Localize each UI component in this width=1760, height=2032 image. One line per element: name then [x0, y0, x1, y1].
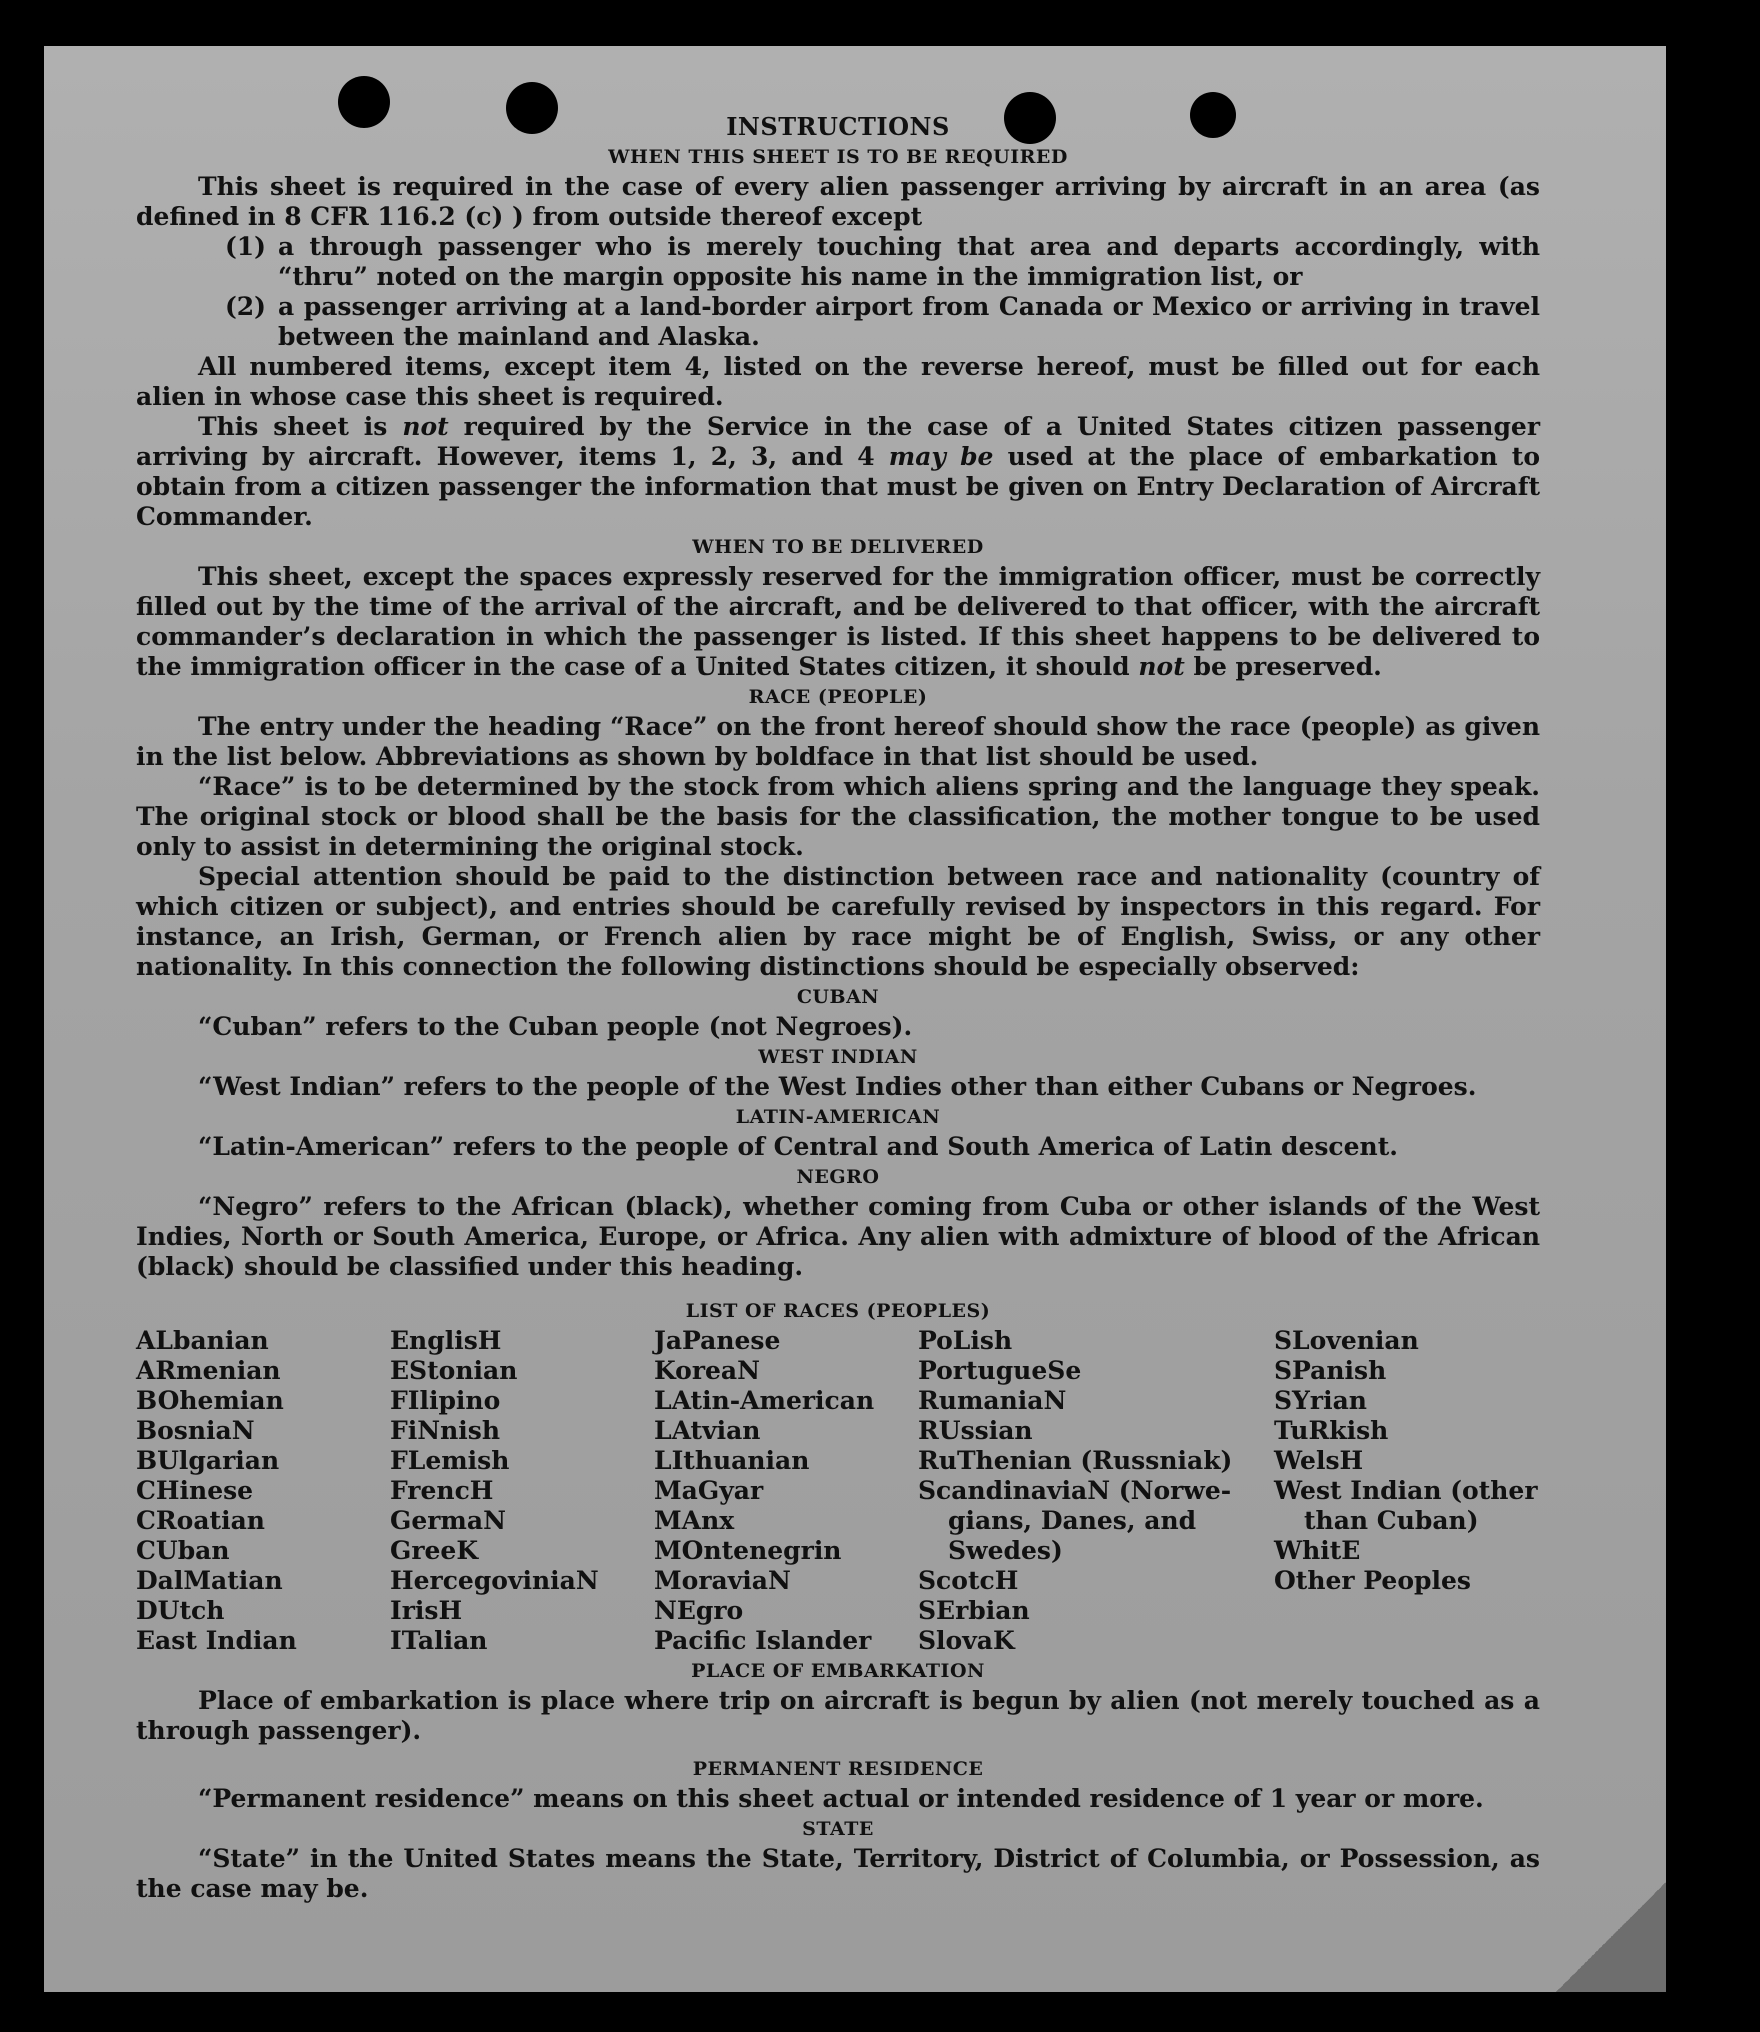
- race-entry: SErbian: [918, 1596, 1030, 1625]
- race-entry: gians, Danes, and: [948, 1506, 1197, 1535]
- race-entry: BosniaN: [136, 1416, 255, 1445]
- race-entry: LAtin-American: [654, 1386, 875, 1415]
- list-item: [136, 292, 1540, 352]
- race-entry: CHinese: [136, 1476, 254, 1505]
- race-entry: WhitE: [1274, 1536, 1361, 1565]
- race-entry: FLemish: [390, 1446, 510, 1475]
- race-entry: SYrian: [1274, 1386, 1367, 1415]
- race-entry: EnglisH: [390, 1326, 502, 1355]
- paragraph: “West Indian” refers to the people of the West Indies other than either Cubans or Negroes.: [198, 1072, 1477, 1101]
- race-entry: FiNnish: [390, 1416, 501, 1445]
- races-column: [918, 1326, 1274, 1656]
- race-entry: EStonian: [390, 1356, 518, 1385]
- race-entry: KoreaN: [654, 1356, 760, 1385]
- race-entry: MoraviaN: [654, 1566, 791, 1595]
- race-entry: Swedes): [948, 1536, 1063, 1565]
- races-column: [1274, 1326, 1540, 1656]
- paragraph: The entry under the heading “Race” on the front hereof should show the race (people) as given in the list below. Abbreviations as shown by boldface in that list should be used.: [136, 712, 1540, 771]
- paragraph: Special attention should be paid to the distinction between race and nationality (country of which citizen or subject), and entries should be carefully revised by inspectors in this regard. For instance, an Irish, German, or French alien by race might be of English, Swiss, or any other nationality. In this connection the following distinctions should be especially observed:: [136, 862, 1540, 981]
- race-entry: CRoatian: [136, 1506, 265, 1535]
- race-entry: LAtvian: [654, 1416, 761, 1445]
- paragraph: “Permanent residence” means on this sheet actual or intended residence of 1 year or more.: [198, 1784, 1484, 1813]
- item-text: a passenger arriving at a land-border airport from Canada or Mexico or arriving in travel between the mainland and Alaska.: [278, 292, 1540, 351]
- race-entry: GreeK: [390, 1536, 479, 1565]
- page-title: INSTRUCTIONS: [726, 112, 950, 141]
- race-entry: PortugueSe: [918, 1356, 1082, 1385]
- race-entry: GermaN: [390, 1506, 506, 1535]
- paragraph: “Race” is to be determined by the stock from which aliens spring and the language they speak. The original stock or blood shall be the basis for the classification, the mother tongue to be used only to assist in determining the original stock.: [136, 772, 1540, 861]
- section-heading: WEST INDIAN: [758, 1046, 918, 1068]
- race-entry: MAnx: [654, 1506, 735, 1535]
- race-entry: ScotcH: [918, 1566, 1019, 1595]
- paragraph: Place of embarkation is place where trip on aircraft is begun by alien (not merely touched as a through passenger).: [136, 1686, 1540, 1745]
- section-heading: WHEN THIS SHEET IS TO BE REQUIRED: [608, 146, 1068, 168]
- race-entry: East Indian: [136, 1626, 297, 1655]
- race-entry: ARmenian: [136, 1356, 281, 1385]
- race-entry: WelsH: [1274, 1446, 1364, 1475]
- item-text: a through passenger who is merely touching that area and departs accordingly, with “thru” noted on the margin opposite his name in the immigration list, or: [278, 232, 1540, 291]
- paragraph: This sheet, except the spaces expressly reserved for the immigration officer, must be correctly filled out by the time of the arrival of the aircraft, and be delivered to that officer, with the aircraft commander’s declaration in which the passenger is listed. If this sheet happens to be delivered to the immigration officer in the case of a United States citizen, it should not be preserved.: [136, 562, 1540, 681]
- race-entry: RumaniaN: [918, 1386, 1067, 1415]
- document-page: [44, 46, 1666, 1992]
- item-number: (1): [224, 232, 266, 261]
- race-entry: Other Peoples: [1274, 1566, 1471, 1595]
- race-entry: SlovaK: [918, 1626, 1015, 1655]
- item-number: (2): [224, 292, 266, 321]
- section-heading: NEGRO: [796, 1166, 880, 1188]
- race-entry: West Indian (other: [1274, 1476, 1538, 1505]
- races-column: [654, 1326, 918, 1656]
- section-heading: PERMANENT RESIDENCE: [692, 1758, 984, 1780]
- race-entry: TuRkish: [1274, 1416, 1389, 1445]
- race-entry: BOhemian: [136, 1386, 284, 1415]
- races-list: [136, 1326, 1540, 1656]
- section-heading: PLACE OF EMBARKATION: [691, 1660, 985, 1682]
- race-entry: ALbanian: [136, 1326, 269, 1355]
- race-entry: ScandinaviaN (Norwe-: [918, 1476, 1232, 1505]
- race-entry: MOntenegrin: [654, 1536, 842, 1565]
- race-entry: RUssian: [918, 1416, 1033, 1445]
- races-column: [390, 1326, 654, 1656]
- page-corner-fold: [1556, 1882, 1666, 1992]
- race-entry: HercegoviniaN: [390, 1566, 599, 1595]
- race-entry: SPanish: [1274, 1356, 1387, 1385]
- race-entry: PoLish: [918, 1326, 1013, 1355]
- section-heading: WHEN TO BE DELIVERED: [692, 536, 984, 558]
- race-entry: DalMatian: [136, 1566, 283, 1595]
- race-entry: CUban: [136, 1536, 230, 1565]
- instructions-body: [136, 112, 1540, 1904]
- section-heading: RACE (PEOPLE): [748, 686, 928, 708]
- races-column: [136, 1326, 390, 1656]
- paragraph: This sheet is required in the case of every alien passenger arriving by aircraft in an area (as defined in 8 CFR 116.2 (c) ) from outside thereof except: [136, 172, 1540, 231]
- race-entry: BUlgarian: [136, 1446, 280, 1475]
- race-entry: LIthuanian: [654, 1446, 810, 1475]
- paragraph: This sheet is not required by the Service in the case of a United States citizen passenger arriving by aircraft. However, items 1, 2, 3, and 4 may be used at the place of embarkation to obtain from a citizen passenger the information that must be given on Entry Declaration of Aircraft Commander.: [136, 412, 1540, 531]
- paragraph: “Negro” refers to the African (black), whether coming from Cuba or other islands of the West Indies, North or South America, Europe, or Africa. Any alien with admixture of blood of the African (black) should be classified under this heading.: [136, 1192, 1540, 1281]
- paragraph: “Latin-American” refers to the people of Central and South America of Latin descent.: [198, 1132, 1398, 1161]
- race-entry: FIlipino: [390, 1386, 501, 1415]
- section-heading: CUBAN: [796, 986, 880, 1008]
- race-entry: JaPanese: [654, 1326, 781, 1355]
- race-entry: NEgro: [654, 1596, 744, 1625]
- race-entry: MaGyar: [654, 1476, 764, 1505]
- race-entry: DUtch: [136, 1596, 225, 1625]
- race-entry: ITalian: [390, 1626, 488, 1655]
- list-item: [136, 232, 1540, 292]
- section-heading: LATIN-AMERICAN: [735, 1106, 941, 1128]
- race-entry: FrencH: [390, 1476, 494, 1505]
- race-entry: SLovenian: [1274, 1326, 1419, 1355]
- paragraph: “Cuban” refers to the Cuban people (not Negroes).: [198, 1012, 913, 1041]
- section-heading: STATE: [802, 1818, 874, 1840]
- race-entry: than Cuban): [1304, 1506, 1479, 1535]
- section-heading: LIST OF RACES (PEOPLES): [685, 1300, 991, 1322]
- paragraph: All numbered items, except item 4, listed on the reverse hereof, must be filled out for each alien in whose case this sheet is required.: [136, 352, 1540, 411]
- race-entry: RuThenian (Russniak): [918, 1446, 1233, 1475]
- race-entry: Pacific Islander: [654, 1626, 872, 1655]
- paragraph: “State” in the United States means the State, Territory, District of Columbia, or Possession, as the case may be.: [136, 1844, 1540, 1903]
- race-entry: IrisH: [390, 1596, 463, 1625]
